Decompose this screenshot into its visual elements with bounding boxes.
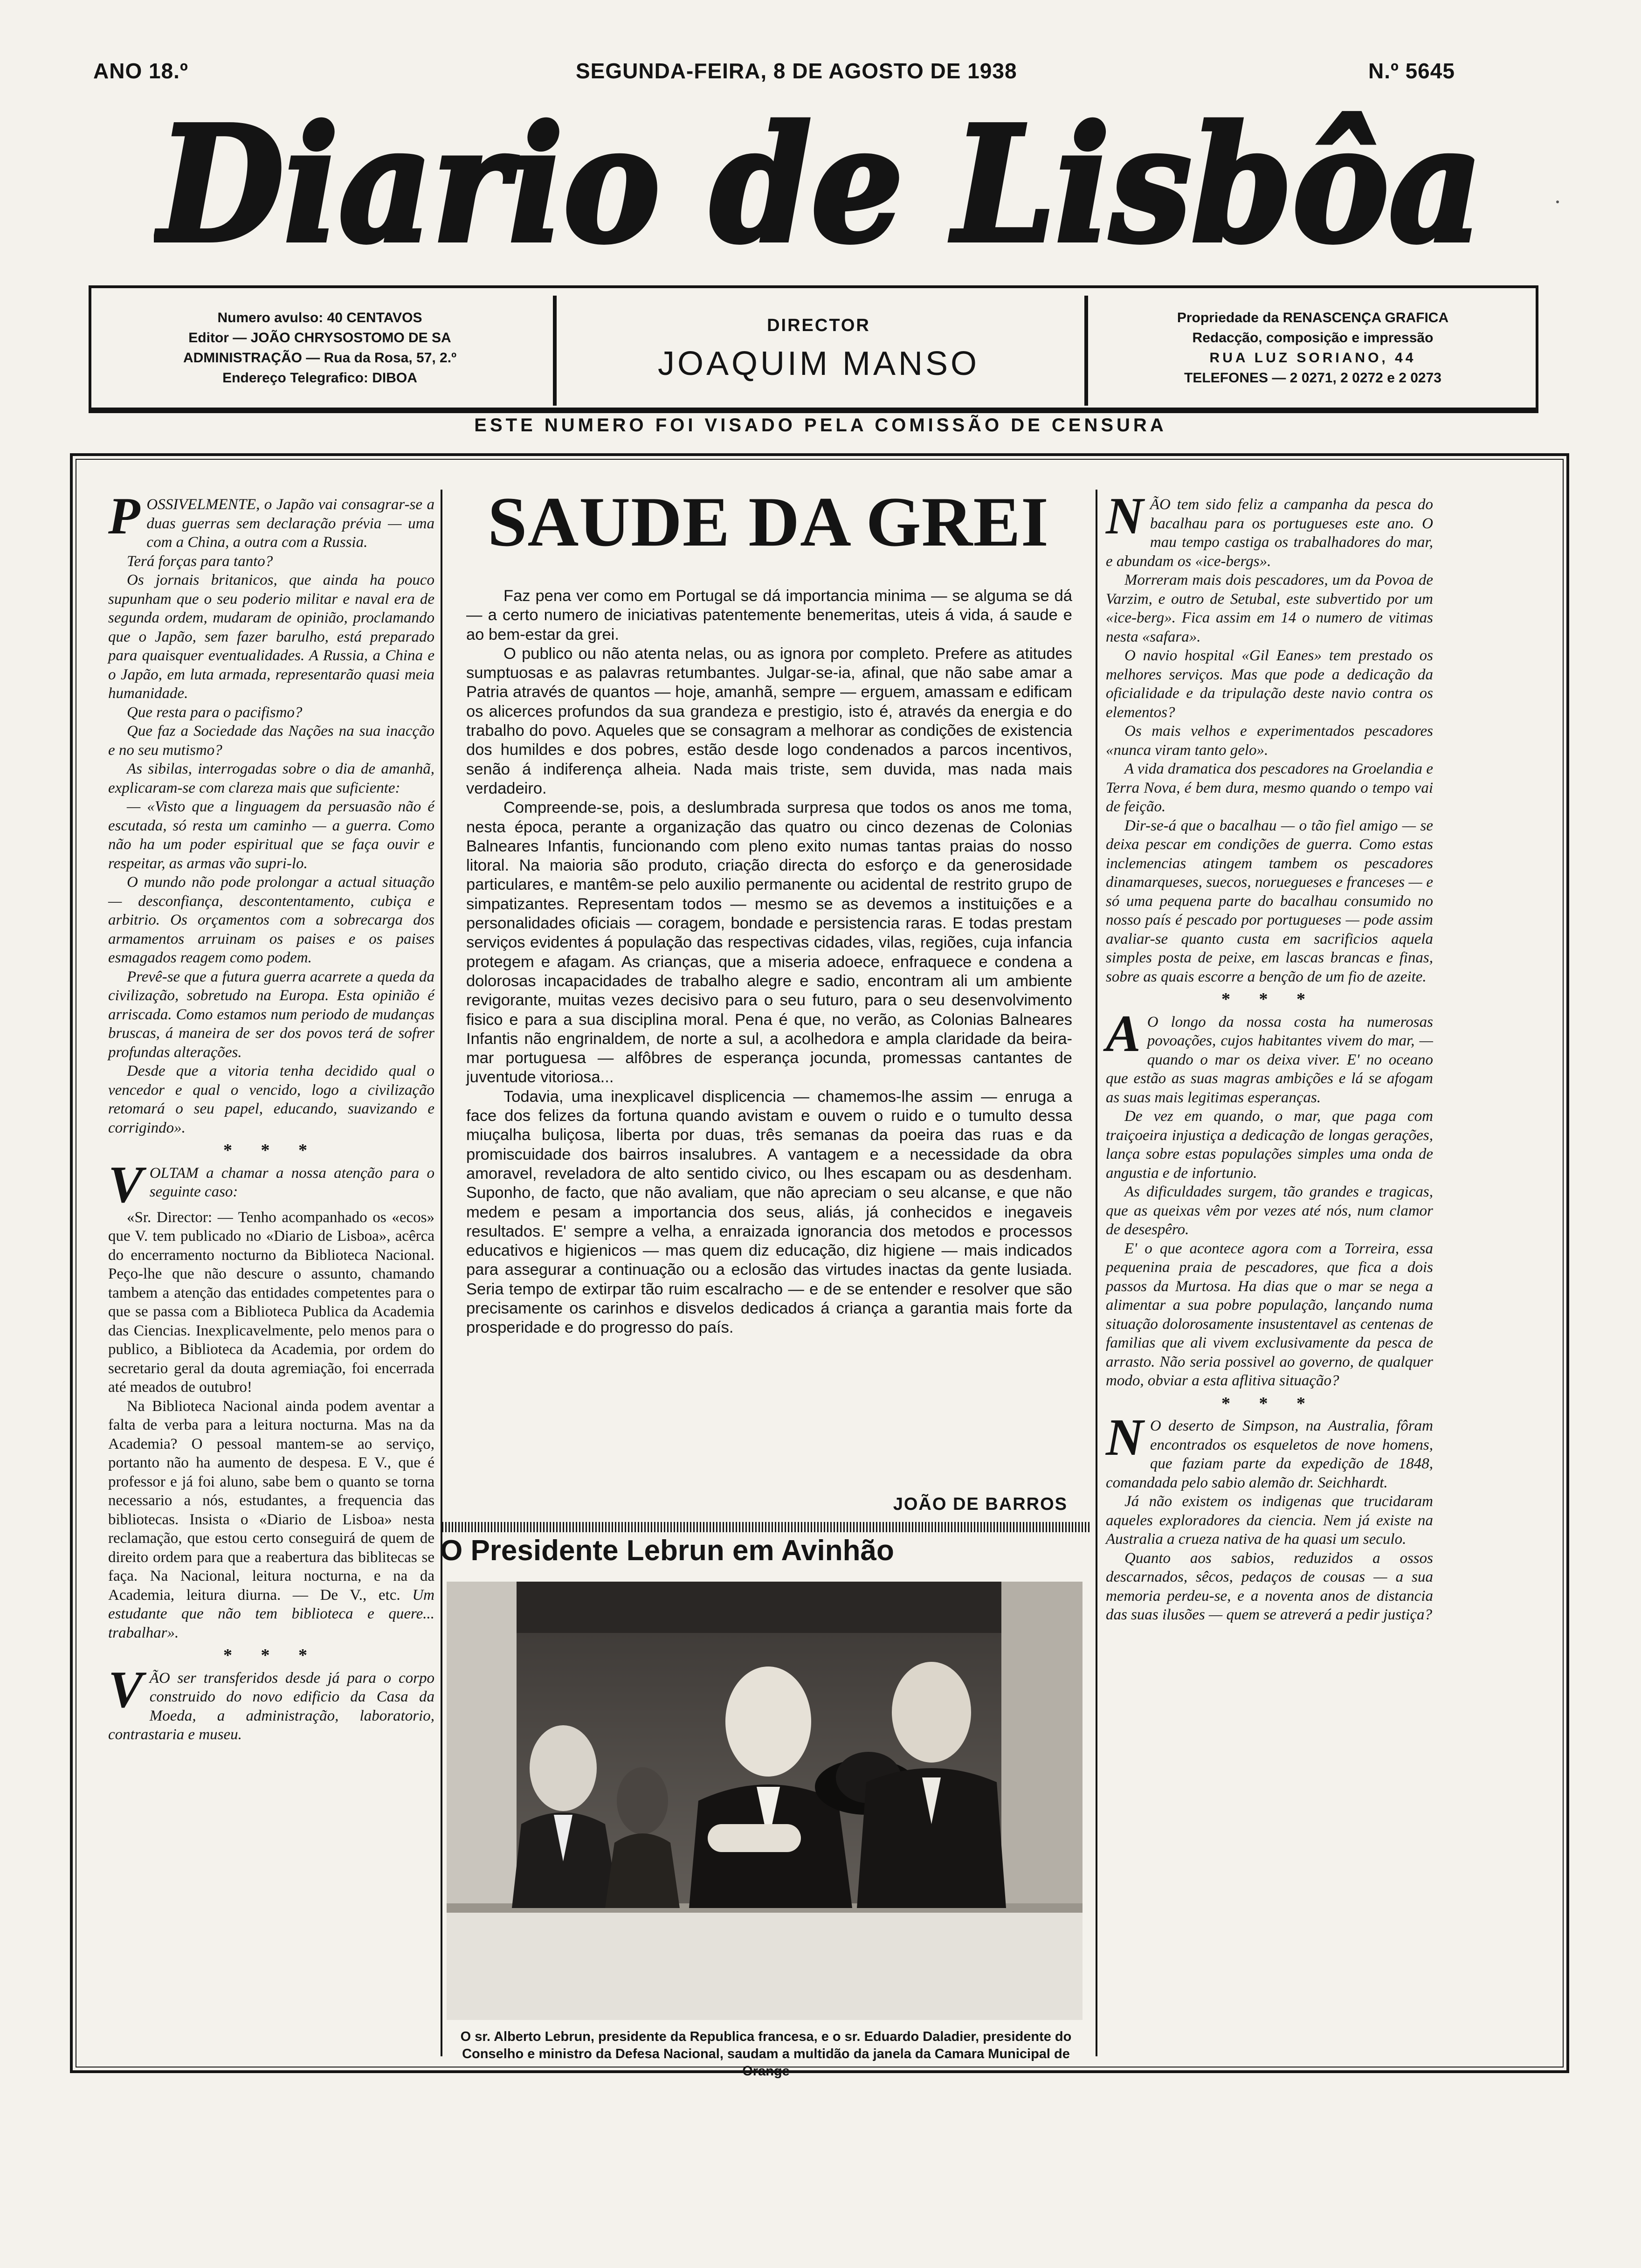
- dropcap-v: V: [108, 1155, 143, 1214]
- editor-label: Editor — JOÃO CHRYSOSTOMO DE SA: [188, 330, 451, 346]
- article-title: SAUDE DA GREI: [488, 483, 1049, 561]
- masthead-title: [154, 93, 1487, 270]
- masthead-divider-left: [553, 296, 557, 406]
- article-paragraph: O publico ou não atenta nelas, ou as ignora por completo. Prefere as atitudes sumptuosas e as palavras retumbantes. Julgar-se-ia, afinal, que não sabe amar a Patria através de quantos — hoje, amanhã, sempre — erguem, amassam e edificam os alicerces profundos da sua grandeza e prestigio, isto é, através da energia e do trabalho do povo. Aqueles que se consagram a melhorar as condições de existencia dos humildes e dos pobres, estão desde logo condenados a parcos incentivos, senão á indiferença alheia. Nada mais triste, sem duvida, mas nada mais verdadeiro.: [466, 644, 1072, 797]
- left-section-2: VOLTAM a chamar a nossa atenção para o seguinte caso:: [108, 1155, 434, 1214]
- section-stars: * * *: [1221, 1393, 1317, 1413]
- left-section-3: VÃO ser transferidos desde já para o corpo construido do novo edificio da Casa da Moeda, a administração, laboratorio, contrastaria e museu.: [108, 1660, 434, 1743]
- article-paragraph: Compreende-se, pois, a deslumbrada surpresa que todos os anos me toma, nesta época, perante a organização das quatro ou cinco dezenas de Colonias Balneares Infantis, funcionando com pleno exito numas tantas praias do nosso litoral. Na maioria são produto, criação directa do esforço e da generosidade particulares, e mantêm-se pelo auxilio permanente ou acidental de restrito grupo de simpatizantes. Representam todos — mesmo se as devemos a instituições e a personalidades oficiais — coragem, bondade e persistencia raras. E todas prestam serviços evidentes á população das respectivas cidades, vilas, regiões, cuja infancia protegem e afagam. As crianças, que a miseria adoece, enfraquece e condena a dolorosas incapacidades de trabalho alegre e sadio, encontram ali um ambiente revigorante, muitas vezes decisivo para o seu futuro, para o seu desenvolvimento fisico e para a sua disciplina moral. Pena é que, no verão, as Colonias Balneares Infantis não engrinaldem, de norte a sul, a acolhedora e ampla claridade da beira-mar portuguesa — alfôbres de esperança jocunda, promessas cantantes de juventude vitoriosa...: [466, 799, 1072, 1086]
- masthead-rule: [89, 410, 1538, 413]
- masthead-divider-right: [1084, 296, 1088, 406]
- year-label: ANO 18.º: [93, 59, 188, 83]
- director-label: DIRECTOR: [767, 315, 870, 335]
- administration-label: ADMINISTRAÇÃO — Rua da Rosa, 57, 2.º: [183, 350, 457, 366]
- price-label: Numero avulso: 40 CENTAVOS: [217, 310, 422, 325]
- right-section-1: NÃO tem sido feliz a campanha da pesca do bacalhau para os portugueses este ano. O mau tempo castiga os trabalhadores do mar, e abundam os «ice-bergs».: [1106, 487, 1433, 570]
- photo-caption: O sr. Alberto Lebrun, presidente da Republica francesa, e o sr. Eduardo Daladier, presidente do Conselho e ministro da Defesa Nacional, saudam a multidão da janela da Camara Municipal de Orange: [460, 2029, 1072, 2079]
- dropcap-a: A: [1106, 1004, 1141, 1063]
- news-photo: [447, 1582, 1083, 2020]
- masthead-director: [558, 288, 1080, 408]
- dropcap-p: P: [108, 487, 140, 545]
- address-label: RUA LUZ SORIANO, 44: [1209, 350, 1416, 366]
- dropcap-n: N: [1106, 1409, 1144, 1466]
- censorship-notice: ESTE NUMERO FOI VISADO PELA COMISSÃO DE CENSURA: [474, 415, 1167, 436]
- news-photo-image: [447, 1582, 1083, 2020]
- masthead-title-text: Diario de Lisbôa: [154, 93, 1483, 270]
- section-stars: * * *: [223, 1646, 319, 1665]
- section-stars: * * *: [223, 1141, 319, 1160]
- masthead-right-info: [1089, 288, 1537, 408]
- scan-speck: [1556, 201, 1559, 203]
- article-author: JOÃO DE BARROS: [893, 1494, 1068, 1514]
- right-section-3: N O deserto de Simpson, na Australia, fôram encontrados os esqueletos de nove homens, que faziam parte da expedição de 1848, comandada pelo sabio alemão dr. Seichhardt.: [1106, 1409, 1433, 1491]
- left-column: POSSIVELMENTE, o Japão vai consagrar-se a duas guerras sem declaração prévia — uma com a China, a outra com a Russia. Terá forças para tanto? Os jornais britanicos, que ainda ha pouco supunham que o seu poderio militar e naval era de segunda ordem, mudaram de opinião, proclamando que o Japão, sem fazer barulho, está preparado para quaisquer eventualidades. A Russia, a China e o Japão, em luta armada, representarão quasi meia humanidade. Que resta para o pacifismo? Que faz a Sociedade das Nações na sua inacção e no seu mutismo? As sibilas, interrogadas sobre o dia de amanhã, explicaram-se com clareza mais que suficiente: — «Visto que a linguagem da persuasão não é escutada, só resta um caminho — a guerra. Como não ha um poder espiritual que se faça ouvir e respeitar, as armas vão supri-lo. O mundo não pode prolongar a actual situação — desconfiança, descontentamento, cubiça e arbitrio. Os orçamentos com a sobrecarga dos armamentos arruinam os paises e os paises esmagados reagem como podem. Prevê-se que a futura guerra acarrete a queda da civilização, sobretudo na Europa. Esta opinião é arriscada. Como estamos num periodo de mudanças bruscas, á maneira de ser dos povos terá de sofrer profundas alterações. Desde que a vitoria tenha decidido qual o vencedor e qual o vencido, logo a civilização retomará o seu papel, educando, suavizando e corrigindo». * * * VOLTAM a chamar a nossa atenção para o seguinte caso: «Sr. Director: — Tenho acompanhado os «ecos» que V. tem publicado no «Diario de Lisboa», acêrca do encerramento nocturno da Biblioteca Nacional. Peço-lhe que não descure o assunto, chamando tambem a atenção das entidades competentes para o que se passa com a Biblioteca Publica da Academia das Ciencias. Inexplicavelmente, pelo menos para o publico, a Biblioteca da Academia, por ordem do secretario geral da douta agremiação, foi encerrada até meados de outubro! Na Biblioteca Nacional ainda podem aventar a falta de verba para a leitura nocturna. Mas na da Academia? O pessoal mantem-se ao serviço, portanto não ha aumento de despesa. E V., que é professor e já foi aluno, sabe bem o quanto se torna necessario a nós, estudantes, a frequencia das bibliotecas. Insista o «Diario de Lisboa» nesta reclamação, que estou certo conseguirá de quem de direito ordem para que a reabertura das biblitecas se faça. Na Nacional, leitura nocturna, e na da Academia, leitura diurna. — De V., etc. Um estudante que não tem biblioteca e quere... trabalhar». * * * VÃO ser transferidos desde já para o corpo construido do novo edificio da Casa da Moeda, a administração, laboratorio, contrastaria e museu.: [108, 495, 434, 1744]
- dropcap-n: N: [1106, 487, 1144, 545]
- headline-hatch-rule: [442, 1522, 1091, 1532]
- issue-number: N.º 5645: [1368, 59, 1455, 83]
- article-paragraph: Todavia, uma inexplicavel displicencia — chamemos-lhe assim — enruga a face dos felizes da fortuna quando avistam e ouvem o ruido e o tumulto dessa miuçalha buliçosa, liberta por duas, três semanas da poeira das ruas e da promiscuidade dos bairros insalubres. A vantagem e a necessidade da obra amoravel, reveladora de alto sentido civico, ou lhes escapam ou as desdenham. Suponho, de facto, que não avaliam, que não apreciam o seu alcanse, e que não medem e pesam a importancia dos seus, aliás, já conhecidos e inegaveis resultados. E' sempre a velha, a enraizada ignorancia dos metodos e processos educativos e higienicos — mas quem diz educação, diz higiene — mais indicados para assegurar a continuação ou a eclosão das virtudes inactas da gente lusiada. Seria tempo de extirpar tão ruim escalracho — e de se entender e resolver que são precisamente os carinhos e disvelos dedicados á criança a garantia mais forte da prosperidade e do progresso do país.: [466, 1087, 1072, 1337]
- right-section-2: A O longo da nossa costa ha numerosas povoações, cujos habitantes vivem do mar, — quando o mar os deixa viver. E' no oceano que estão as suas magras ambições e lá se afogam as suas mais legitimas esperanças.: [1106, 1004, 1433, 1106]
- director-name: JOAQUIM MANSO: [657, 345, 980, 382]
- redaction-label: Redacção, composição e impressão: [1192, 330, 1434, 346]
- date-label: SEGUNDA-FEIRA, 8 DE AGOSTO DE 1938: [576, 59, 1017, 83]
- column-rule-right: [1096, 490, 1097, 2056]
- article-paragraph: Faz pena ver como em Portugal se dá importancia minima — se alguma se dá — a certo numero de iniciativas patentemente benemeritas, uteis á vida, á saude e ao bem-estar da grei.: [466, 587, 1072, 643]
- property-label: Propriedade da RENASCENÇA GRAFICA: [1177, 310, 1449, 325]
- phones-label: TELEFONES — 2 0271, 2 0272 e 2 0273: [1184, 370, 1441, 386]
- masthead-info-box: [89, 285, 1538, 410]
- photo-headline: O Presidente Lebrun em Avinhão: [440, 1535, 894, 1567]
- masthead-left-info: [91, 288, 548, 408]
- right-column: NÃO tem sido feliz a campanha da pesca do bacalhau para os portugueses este ano. O mau tempo castiga os trabalhadores do mar, e abundam os «ice-bergs». Morreram mais dois pescadores, um da Povoa de Varzim, e outro de Setubal, este subvertido por um «ice-berg». Fica assim em 14 o numero de vitimas nesta «safara». O navio hospital «Gil Eanes» tem prestado os melhores serviços. Mas que pode a dedicação da oficialidade e da tripulação deste navio contra os elementos? Os mais velhos e experimentados pescadores «nunca viram tanto gelo». A vida dramatica dos pescadores na Groelandia e Terra Nova, é bem dura, mesmo quando o tempo vai de feição. Dir-se-á que o bacalhau — o tão fiel amigo — se deixa pescar em condições de guerra. Como estas inclemencias atingem tambem os pescadores dinamarqueses, suecos, noruegueses e franceses — e só uma pequena parte do bacalhau consumido no nosso país é pescado por portugueses — pode assim avaliar-se quanto custa em sacrificios aquela simples posta de peixe, em lascas brancas e finas, sobre as quais escorre a benção de um fio de azeite. * * * A O longo da nossa costa ha numerosas povoações, cujos habitantes vivem do mar, — quando o mar os deixa viver. E' no oceano que estão as suas magras ambições e lá se afogam as suas mais legitimas esperanças. De vez em quando, o mar, que paga com traiçoeira injustiça a dedicação de longas gerações, lança sobre estas populações simples uma onda de angustia e de infortunio. As dificuldades surgem, tão grandes e tragicas, que as queixas vêm por vezes até nós, num clamor de desespêro. E' o que acontece agora com a Torreira, essa pequenina praia de pescadores, que fica a dois passos da Murtosa. Ha dias que o mar se nega a alimentar a sua pobre população, lançando numa situação dolorosamente insustentavel as centenas de familias que ali vivem exclusivamente da pesca de arrasto. Não seria possivel ao governo, de qualquer modo, obviar a esta aflitiva situação? * * * N O deserto de Simpson, na Australia, fôram encontrados os esqueletos de nove homens, que faziam parte da expedição de 1848, comandada pelo sabio alemão dr. Seichhardt. Já não existem os indigenas que trucidaram aqueles exploradores da ciencia. Nem já existe na Australia a crueza nativa de ha quasi um seculo. Quanto aos sabios, reduzidos a ossos descarnados, sêcos, pedaços de cousas — a sua memoria perdeu-se, e a noventa anos de distancia das suas ilusões — quem se atreverá a pedir justiça?: [1106, 487, 1433, 1623]
- section-stars: * * *: [1221, 989, 1317, 1009]
- column-rule-left: [441, 490, 442, 2056]
- telegraph-label: Endereço Telegrafico: DIBOA: [222, 370, 417, 386]
- left-section-1: POSSIVELMENTE, o Japão vai consagrar-se a duas guerras sem declaração prévia — uma com a China, a outra com a Russia.: [108, 487, 434, 551]
- article-body: [466, 587, 1072, 1338]
- dropcap-v: V: [108, 1660, 143, 1719]
